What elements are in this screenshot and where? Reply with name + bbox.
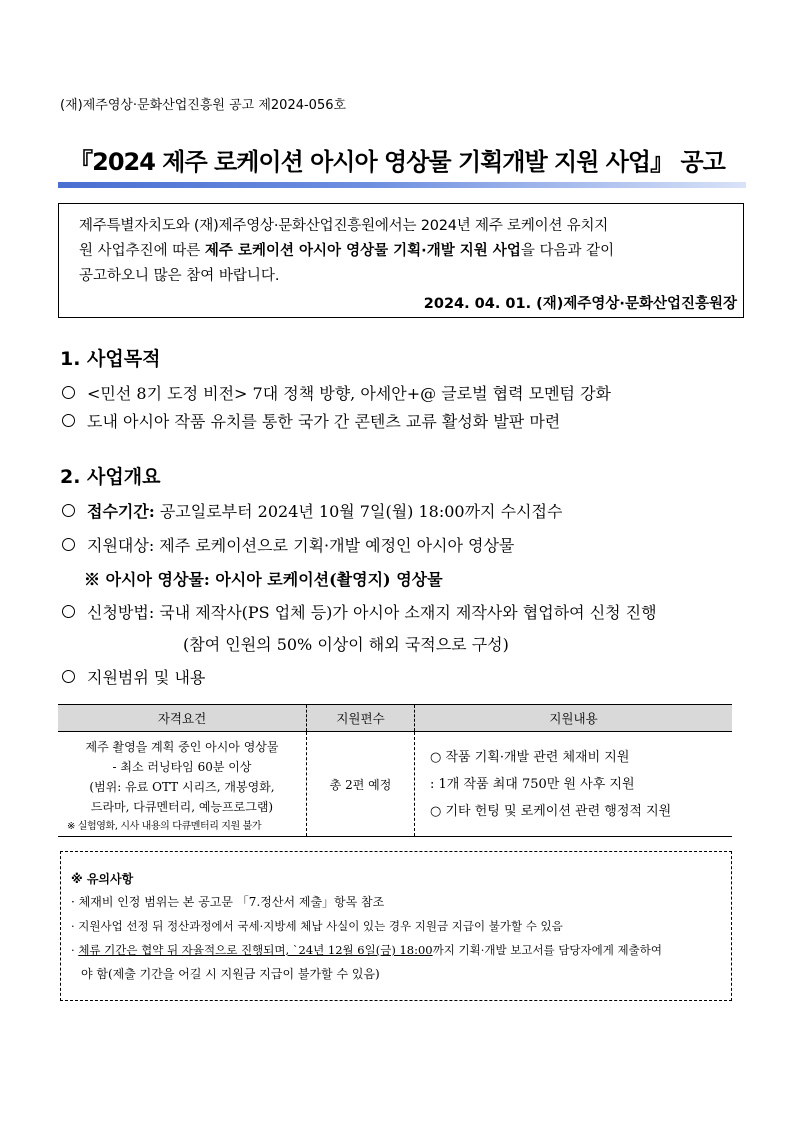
intro-line-1: 제주특별자치도와 (재)제주영상·문화산업진흥원에서는 2024년 제주 로케이션 유치지 (79, 218, 609, 234)
content-line: : 1개 작품 최대 750만 원 사후 지원 (430, 776, 635, 792)
period-label: 접수기간: (87, 502, 155, 521)
header-count: 지원편수 (307, 705, 415, 732)
overview-scope (62, 665, 205, 688)
target-note: ※ 아시아 영상물: 아시아 로케이션(촬영지) 영상물 (84, 570, 443, 589)
purpose-text-1: <민선 8기 도정 비전> 7대 정책 방향, 아세안+@ 글로벌 협력 모멘텀 강화 (87, 384, 612, 403)
purpose-bullet-1 (62, 381, 611, 404)
scope-text: 지원범위 및 내용 (87, 668, 206, 687)
intro-date-signature: 2024. 04. 01. (재)제주영상·문화산업진흥원장 (423, 296, 737, 312)
table-header-row (58, 705, 732, 732)
caution-box (60, 851, 732, 1001)
requirement-line: (범위: 유료 OTT 시리즈, 개봉영화, (89, 779, 275, 794)
caution-line-3-prefix: · (71, 943, 79, 957)
content-line: ○ 작품 기획·개발 관련 체재비 지원 (430, 749, 630, 765)
count-cell: 총 2편 예정 (307, 732, 415, 837)
caution-line-1: · 체재비 인정 범위는 본 공고문 「7.정산서 제출」항목 참조 (71, 895, 385, 909)
intro-line-2-pre: 원 사업추진에 따른 (79, 243, 205, 259)
section-2-title: 2. 사업개요 (60, 466, 161, 488)
page-title: 『2024 제주 로케이션 아시아 영상물 기획개발 지원 사업』 공고 (69, 148, 725, 176)
circle-bullet-icon (62, 538, 75, 551)
overview-method (62, 600, 657, 623)
requirement-line: 드라마, 다큐멘터리, 예능프로그램) (90, 799, 274, 814)
caution-title: ※ 유의사항 (71, 872, 134, 886)
caution-line-3-rest: 까지 기획·개발 보고서를 담당자에게 제출하여 (432, 943, 662, 957)
circle-bullet-icon (62, 670, 75, 683)
content-line: ○ 기타 헌팅 및 로케이션 관련 행정적 지원 (430, 803, 672, 819)
method-text: 신청방법: 국내 제작사(PS 업체 등)가 아시아 소재지 제작사와 협업하여 신청 진행 (87, 603, 657, 622)
overview-period (62, 499, 562, 522)
header-contents: 지원내용 (415, 705, 733, 732)
intro-line-2-post: 을 다음과 같이 (520, 243, 615, 259)
caution-line-3 (71, 942, 662, 958)
circle-bullet-icon (62, 414, 75, 427)
caution-deadline: 체류 기간은 협약 뒤 자율적으로 진행되며, `24년 12월 6일(금) 18:00 (78, 943, 433, 957)
circle-bullet-icon (62, 504, 75, 517)
caution-line-2: · 지원사업 선정 뒤 정산과정에서 국세·지방세 체납 사실이 있는 경우 지원금 지급이 불가할 수 있음 (71, 919, 563, 933)
circle-bullet-icon (62, 605, 75, 618)
contents-cell (415, 732, 733, 837)
intro-box (58, 203, 744, 318)
intro-line-2 (79, 239, 614, 260)
method-note: (참여 인원의 50% 이상이 해외 국적으로 구성) (183, 635, 509, 654)
intro-program-name: 제주 로케이션 아시아 영상물 기획·개발 지원 사업 (204, 243, 521, 259)
requirement-line: 제주 촬영을 계획 중인 아시아 영상물 (85, 739, 279, 754)
title-underline-bar (58, 182, 746, 188)
purpose-text-2: 도내 아시아 작품 유치를 통한 국가 간 콘텐츠 교류 활성화 발판 마련 (87, 412, 561, 431)
overview-target (62, 533, 514, 556)
header-requirements: 자격요건 (58, 705, 307, 732)
period-value: 공고일로부터 2024년 10월 7일(월) 18:00까지 수시접수 (159, 502, 563, 521)
notice-number: (재)제주영상·문화산업진흥원 공고 제2024-056호 (60, 98, 347, 113)
caution-line-4: 야 함(제출 기간을 어길 시 지원금 지급이 불가할 수 있음) (81, 967, 380, 981)
circle-bullet-icon (62, 386, 75, 399)
table-row (58, 732, 732, 837)
purpose-bullet-2 (62, 409, 560, 432)
section-1-title: 1. 사업목적 (60, 348, 161, 370)
target-text: 지원대상: 제주 로케이션으로 기획·개발 예정인 아시아 영상물 (87, 536, 515, 555)
requirement-note: ※ 실험영화, 시사 내용의 다큐멘터리 지원 불가 (67, 820, 262, 832)
support-table (58, 704, 732, 837)
intro-line-3: 공고하오니 많은 참여 바랍니다. (79, 268, 280, 284)
requirements-cell (58, 732, 307, 837)
requirement-line: - 최소 러닝타임 60분 이상 (112, 759, 252, 774)
